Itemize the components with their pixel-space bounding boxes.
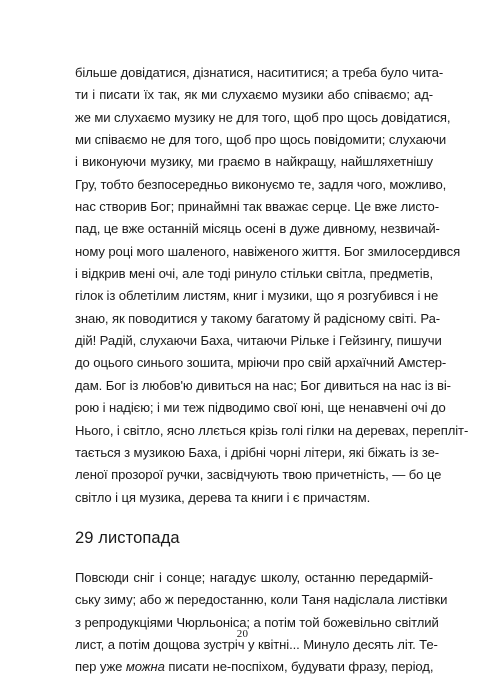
text-page [75, 62, 469, 679]
text-line: пад, це вже останній місяць осені в дуже дивному, незвичай- [75, 221, 440, 237]
text-line: Нього, і світло, ясно ллється крізь голі гілки на деревах, перепліт- [75, 422, 469, 438]
text-line: світло і ця музика, дерева та книги і є причастям. [75, 489, 371, 505]
text-line: більше довідатися, дізнатися, насититися; а треба було чита- [75, 65, 444, 80]
text-line: рою і надією; і ми теж підводимо свої юні, ще ненавчені очі до [75, 400, 446, 416]
body-paragraph [75, 567, 448, 679]
text-line: ному році мого шаленого, навіженого життя. Бог змилосердився [75, 243, 461, 259]
text-line: гілок із облетілим листям, книг і музики, що я розгубився і не [75, 288, 439, 304]
text-line: нас створив Бог; принаймні так вважає серце. Це вже листо- [75, 199, 439, 215]
text-line: дій! Радій, слухаючи Баха, читаючи Рільке і Гейзингу, пишучи [75, 333, 442, 349]
text-segment: пер уже [75, 659, 126, 675]
text-line: тається з музикою Баха, і дрібні чорні літери, які біжать із зе- [75, 444, 440, 460]
text-line: Гру, тобто безпосередньо виконуємо те, задля чого, можливо, [75, 176, 447, 192]
text-line: до оцього синього зошита, мріючи про свій архаїчний Амстер- [75, 355, 447, 371]
page-number: 20 [236, 628, 249, 640]
text-line: же ми слухаємо музику не для того, щоб про щось довідатися, [75, 109, 451, 125]
text-line: леної прозорої ручки, засвідчують твою причетність, — бо це [75, 467, 442, 483]
text-line: дам. Бог із любов'ю дивиться на нас; Бог дивиться на нас із ві- [75, 377, 451, 393]
italic-word: можна [125, 659, 165, 675]
date-heading: 29 листопада [75, 528, 180, 547]
text-segment: писати не-поспіхом, будувати фразу, період, [164, 659, 434, 675]
text-line: ську зиму; або ж передостанню, коли Таня надіслала листівки [75, 592, 448, 608]
text-line: Повсюди сніг і сонце; нагадує школу, останню передармій- [75, 569, 433, 585]
text-line: і відкрив мені очі, але тоді ринуло стільки світла, предметів, [75, 266, 433, 282]
body-paragraph [75, 62, 469, 509]
text-line: і виконуючи музику, ми граємо в найкращу, найшляхетнішу [75, 154, 433, 170]
text-line: з репродукціями Чюрльоніса; а потім той божевільно світлий [75, 614, 439, 630]
text-line: ми співаємо не для того, щоб про щось повідомити; слухаючи [75, 132, 447, 148]
text-line [75, 656, 433, 678]
text-line: ти і писати їх так, як ми слухаємо музики або співаємо; ад- [75, 87, 433, 103]
text-line: знаю, як поводитися у такому багатому й радісному світі. Ра- [75, 310, 441, 326]
text-line: лист, а потім дощова зустріч у квітні... Минуло десять літ. Те- [75, 636, 438, 652]
